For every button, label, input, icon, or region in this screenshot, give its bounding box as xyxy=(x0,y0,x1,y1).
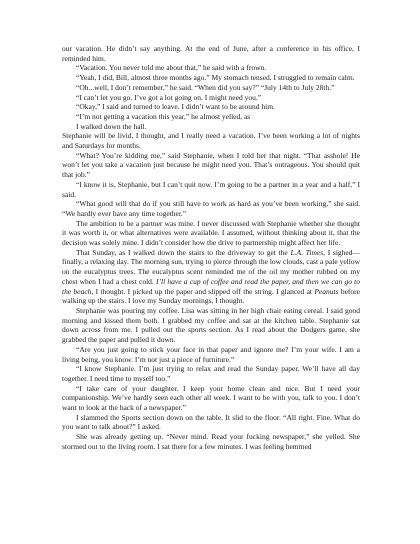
paragraph: “I take care of your daughter. I keep your home clean and nice. But I need your companionship. We’ve hardly seen each other all week. I want to be with you, talk to you. I don’t want to look at the back of a newspaper.” xyxy=(62,383,360,413)
paragraph-text: , I sighed—finally, a relaxing day. The morning sun, trying to pierce through the low clouds, cast a pale yellow on the eucalyptus trees. The eucalyptus scent reminded me of the oil my mother rubbed on my chest when I had a chest cold. xyxy=(62,247,360,286)
paragraph: “I can’t let you go. I’ve got a lot going on. I might need you.” xyxy=(76,92,262,102)
inner-thought: I’ll have a cup of coffee and read the paper, and then we can go to the beach, xyxy=(62,276,360,296)
paragraph: “Oh...well, I don’t remember,” he said. “When did you say?” “July 14th to July 28th.” xyxy=(76,82,335,92)
paragraph: Stephanie was pouring my coffee. Lisa was sitting in her high chair eating cereal. I said good morning and kissed them both. I grabbed my coffee and sat at the kitchen table. Stephanie sat down across from me. I pulled out the sports section. As I read about the Dodgers game, she grabbed the paper and pulled it down. xyxy=(62,305,360,345)
book-page xyxy=(62,44,360,452)
paragraph: I slammed the Sports section down on the table. It slid to the floor. “All right. Fine. What do you want to talk about?” I asked. xyxy=(62,412,360,432)
paragraph: “I’m not getting a vacation this year,” he almost yelled, as xyxy=(76,111,251,121)
comic-title: Peanuts xyxy=(314,286,339,296)
paragraph: “I know Stephanie. I’m just trying to relax and read the Sunday paper. We’ll have all day together. I need time to myself too.” xyxy=(62,364,360,383)
paragraph: our vacation. He didn’t say anything. At the end of June, after a conference in his office, I reminded him. xyxy=(62,44,360,63)
paragraph: “Yeah, I did, Bill, almost three months ago.” My stomach tensed. I struggled to remain calm. xyxy=(76,73,355,83)
paragraph: I walked down the hall. xyxy=(76,121,147,131)
paragraph: “Vacation. You never told me about that,” he said with a frown. xyxy=(76,63,267,73)
paragraph: “I know it is, Stephanie, but I can’t quit now. I’m going to be a partner in a year and a half,” I said. xyxy=(62,179,360,199)
paragraph: “What good will that do if you still have to work as hard as you’ve been working,” she said. “We hardly ever have any time together.” xyxy=(62,199,360,218)
paragraph-text: I thought. I picked up the paper and slipped off the string. I glanced at xyxy=(93,286,315,296)
paragraph: “Are you just going to stick your face in that paper and ignore me? I’m your wife. I am a living being, you know. I’m not just a piece of furniture.” xyxy=(62,344,360,364)
paragraph: The ambition to be a partner was mine. I never discussed with Stephanie whether she thought it was worth it, or what alternatives were available. I assumed, without thinking about it, that the decision was solely mine. I didn’t consider how the drive to partnership might affect her life. xyxy=(62,218,360,248)
paragraph: Stephanie will be livid, I thought, and I really need a vacation. I’ve been working a lot of nights and Saturdays for months. xyxy=(62,131,360,151)
paragraph xyxy=(62,248,360,306)
paragraph: She was already getting up. “Never mind. Read your fucking newspaper,” she yelled. She stormed out to the living room. I sat there for a few minutes. I was feeling hemmed xyxy=(62,432,360,451)
newspaper-title: L.A. Times xyxy=(290,247,324,257)
paragraph-text: That Sunday, as I walked down the stairs to the driveway to get the xyxy=(76,247,291,257)
paragraph-text: before walking up the stairs. I love my Sunday mornings, I thought. xyxy=(62,286,360,306)
paragraph: “What? You’re kidding me,” said Stephanie, when I told her that night. “That asshole! He won’t let you take a vacation just because he might need you. That’s outrageous. You should quit that job.” xyxy=(62,150,360,180)
paragraph: “Okay,” I said and turned to leave. I didn’t want to be around him. xyxy=(76,102,275,112)
